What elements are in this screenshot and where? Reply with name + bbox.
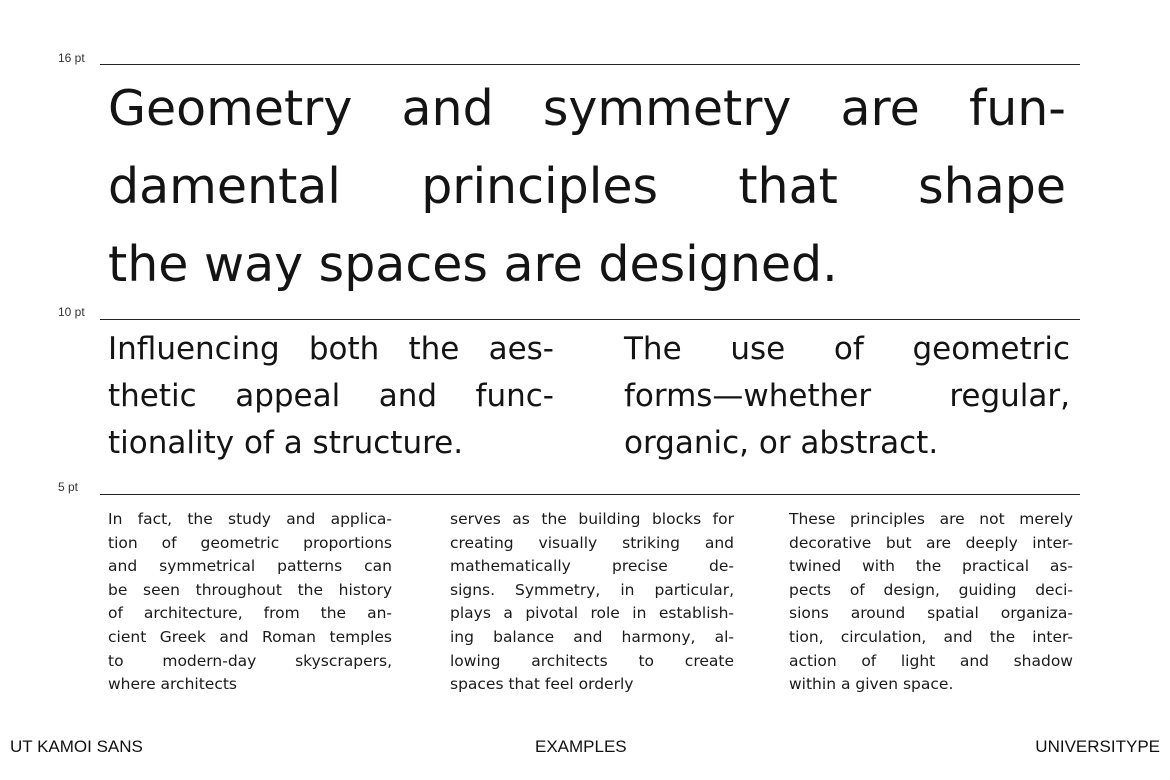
heading-line: Geometry and symmetry are fun- <box>108 80 1066 137</box>
subhead-column-right <box>624 326 1070 467</box>
body-line: pects of design, guiding deci- <box>789 580 1073 599</box>
body-line: and symmetrical patterns can <box>108 557 392 576</box>
body-line: ing balance and harmony, al- <box>450 627 734 646</box>
footer-section-title: EXAMPLES <box>535 737 627 756</box>
body-line: plays a pivotal role in establish- <box>450 604 734 623</box>
size-label-5pt: 5 pt <box>58 480 79 494</box>
body-line: of architecture, from the an- <box>108 604 392 623</box>
subhead-line: thetic appeal and func- <box>108 378 554 414</box>
body-line: lowing architects to create <box>450 651 734 670</box>
subhead-line: organic, or abstract. <box>624 425 939 461</box>
body-line: sions around spatial organiza- <box>789 604 1073 623</box>
subhead-line: The use of geometric <box>624 331 1070 367</box>
size-label-10pt: 10 pt <box>58 305 85 319</box>
body-line: serves as the building blocks for <box>450 510 734 528</box>
body-line: mathematically precise de- <box>450 557 734 576</box>
subhead-line: Influencing both the aes- <box>108 331 554 367</box>
divider-rule <box>100 494 1080 495</box>
body-line: tion of geometric proportions <box>108 533 392 552</box>
body-line: These principles are not merely <box>789 510 1073 528</box>
size-label-16pt: 16 pt <box>58 51 85 65</box>
divider-rule <box>100 64 1080 65</box>
divider-rule <box>100 319 1080 320</box>
body-line: cient Greek and Roman temples <box>108 627 392 646</box>
body-line: decorative but are deeply inter- <box>789 533 1073 552</box>
body-line: spaces that feel orderly <box>450 675 634 694</box>
body-line: creating visually striking and <box>450 533 734 552</box>
heading-line: damental principles that shape <box>108 158 1066 215</box>
footer-font-name: UT KAMOI SANS <box>10 737 143 756</box>
body-line: signs. Symmetry, in particular, <box>450 580 734 599</box>
body-line: In fact, the study and applica- <box>108 510 392 528</box>
body-line: where architects <box>108 675 238 694</box>
body-line: twined with the practical as- <box>789 557 1073 576</box>
footer-foundry-name: UNIVERSITYPE <box>1035 737 1160 756</box>
body-line: to modern-day skyscrapers, <box>108 651 392 670</box>
subhead-line: tionality of a structure. <box>108 425 464 461</box>
body-line: tion, circulation, and the inter- <box>789 627 1073 646</box>
subhead-line: forms—whether regular, <box>624 378 1070 414</box>
body-column-1 <box>108 508 392 697</box>
body-column-3 <box>789 508 1073 697</box>
large-heading <box>108 70 1066 304</box>
body-line: action of light and shadow <box>789 651 1073 670</box>
body-column-2 <box>450 508 734 697</box>
body-line: be seen throughout the history <box>108 580 392 599</box>
body-line: within a given space. <box>789 675 954 694</box>
heading-line: the way spaces are designed. <box>108 236 838 293</box>
subhead-column-left <box>108 326 554 467</box>
